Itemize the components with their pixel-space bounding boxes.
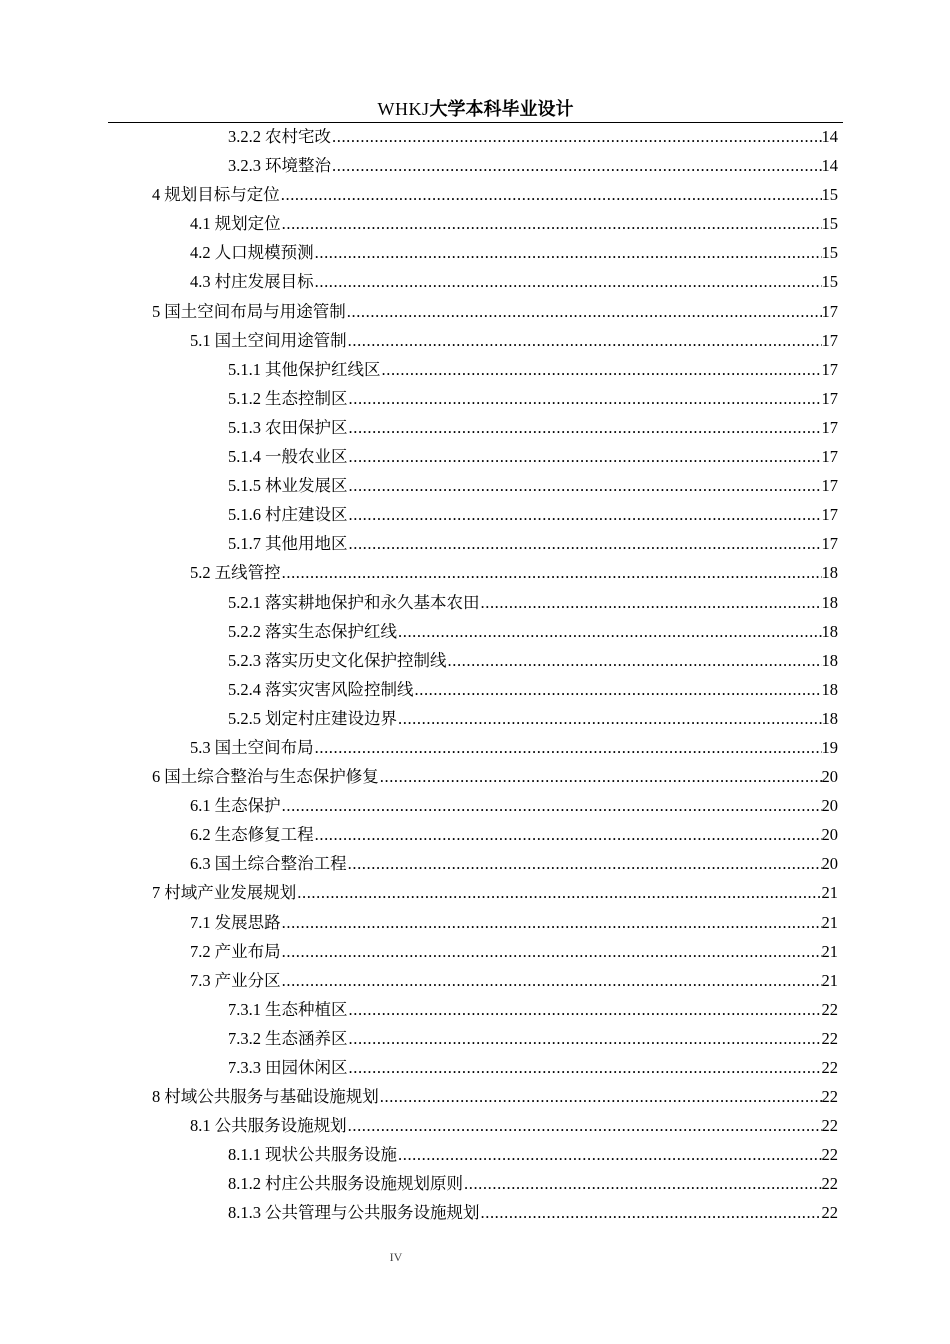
- toc-entry-page: 21: [821, 941, 838, 961]
- toc-entry-number: 5.1.1: [228, 359, 261, 379]
- toc-entry-text: 林业发展区: [265, 476, 348, 496]
- toc-entry-number: 4.1: [190, 214, 211, 234]
- toc-entry-number: 6.2: [190, 825, 211, 845]
- toc-leader-dots: [348, 529, 822, 558]
- toc-leader-dots: [447, 646, 822, 675]
- toc-entry-text: 五线管控: [214, 563, 281, 583]
- toc-entry-number: 7.3: [190, 970, 211, 990]
- toc-entry-text: 公共管理与公共服务设施规划: [265, 1203, 480, 1223]
- toc-entry-page: 21: [821, 883, 838, 903]
- toc-entry-number: 8.1.1: [228, 1145, 261, 1165]
- toc-entry-title: [190, 267, 314, 296]
- toc-entry-text: 国土空间布局与用途管制: [164, 301, 346, 321]
- toc-entry-text: 现状公共服务设施: [265, 1145, 397, 1165]
- toc-entry[interactable]: [108, 1198, 843, 1227]
- toc-entry[interactable]: [108, 1140, 843, 1169]
- toc-entry[interactable]: [108, 238, 843, 267]
- toc-entry-text: 其他用地区: [265, 534, 348, 554]
- toc-leader-dots: [348, 442, 822, 471]
- toc-entry-page: 22: [821, 999, 838, 1019]
- toc-entry-title: [190, 733, 314, 762]
- toc-entry-title: [228, 646, 447, 675]
- toc-entry-page: 17: [821, 388, 838, 408]
- toc-entry-title: [190, 791, 281, 820]
- page-number: IV: [389, 1250, 403, 1264]
- toc-entry-number: 5.1.6: [228, 505, 261, 525]
- header-title: 大学本科毕业设计: [429, 99, 574, 120]
- toc-entry-page: 18: [821, 708, 838, 728]
- toc-entry[interactable]: [108, 558, 843, 587]
- toc-entry-title: [228, 675, 414, 704]
- toc-leader-dots: [480, 1198, 822, 1227]
- toc-leader-dots: [480, 588, 822, 617]
- toc-entry-title: [228, 122, 331, 151]
- toc-entry-number: 5.3: [190, 737, 211, 757]
- toc-entry-page: 17: [821, 476, 838, 496]
- toc-entry-title: [190, 908, 281, 937]
- toc-entry[interactable]: [108, 384, 843, 413]
- toc-entry-number: 7.3.3: [228, 1058, 261, 1077]
- toc-entry-page: 18: [821, 563, 838, 583]
- toc-entry[interactable]: [108, 267, 843, 296]
- toc-entry-title: [190, 558, 281, 587]
- toc-entry-text: 发展思路: [214, 912, 281, 932]
- toc-leader-dots: [348, 413, 822, 442]
- toc-entry-number: 3.2.3: [228, 156, 261, 176]
- toc-entry-title: [228, 442, 348, 471]
- toc-entry-number: 5.1: [190, 330, 211, 350]
- toc-entry-text: 村域公共服务与基础设施规划: [164, 1087, 379, 1107]
- toc-entry-number: 6.1: [190, 796, 211, 816]
- toc-entry-number: 6.3: [190, 854, 211, 874]
- page-header: [108, 96, 843, 123]
- toc-entry[interactable]: [108, 878, 843, 907]
- toc-entry-number: 7.3.1: [228, 999, 261, 1019]
- toc-entry-number: 6: [152, 767, 161, 787]
- toc-entry-text: 落实生态保护红线: [265, 621, 397, 641]
- toc-entry-page: 14: [821, 156, 838, 176]
- toc-entry[interactable]: [108, 791, 843, 820]
- toc-entry-text: 落实耕地保护和永久基本农田: [265, 592, 480, 612]
- toc-entry-title: [228, 500, 348, 529]
- toc-entry-title: [228, 471, 348, 500]
- toc-entry-title: [152, 762, 379, 791]
- toc-leader-dots: [348, 995, 822, 1024]
- toc-entry-title: [228, 413, 348, 442]
- toc-entry-text: 规划目标与定位: [164, 185, 280, 205]
- toc-leader-dots: [314, 238, 822, 267]
- toc-entry-number: 5.2.5: [228, 708, 261, 728]
- toc-leader-dots: [397, 617, 822, 646]
- toc-entry-title: [152, 297, 346, 326]
- toc-leader-dots: [348, 500, 822, 529]
- toc-entry-title: [190, 209, 281, 238]
- toc-entry-text: 国土空间布局: [214, 737, 314, 757]
- toc-entry-number: 5.2.1: [228, 592, 261, 612]
- toc-entry[interactable]: [108, 471, 843, 500]
- toc-entry-text: 村庄公共服务设施规划原则: [265, 1174, 463, 1194]
- toc-leader-dots: [414, 675, 822, 704]
- toc-leader-dots: [379, 1082, 822, 1111]
- toc-entry[interactable]: [108, 1053, 843, 1082]
- toc-entry[interactable]: [108, 1024, 843, 1053]
- toc-entry-number: 4.2: [190, 243, 211, 263]
- toc-entry-number: 8.1.3: [228, 1203, 261, 1223]
- toc-leader-dots: [348, 384, 822, 413]
- toc-leader-dots: [463, 1169, 822, 1198]
- toc-entry-page: 18: [821, 679, 838, 699]
- toc-entry[interactable]: [108, 995, 843, 1024]
- toc-entry-text: 生态涵养区: [265, 1028, 348, 1048]
- toc-entry[interactable]: [108, 442, 843, 471]
- toc-entry-page: 21: [821, 912, 838, 932]
- toc-leader-dots: [281, 937, 822, 966]
- toc-entry-title: [190, 937, 281, 966]
- toc-entry[interactable]: [108, 151, 843, 180]
- toc-entry[interactable]: [108, 1111, 843, 1140]
- toc-entry-number: 5.1.3: [228, 417, 261, 437]
- toc-entry-text: 人口规模预测: [214, 243, 314, 263]
- toc-entry[interactable]: [108, 1169, 843, 1198]
- toc-entry[interactable]: [108, 122, 843, 151]
- toc-entry-number: 4.3: [190, 272, 211, 292]
- toc-entry[interactable]: [108, 966, 843, 995]
- toc-entry-text: 国土空间用途管制: [214, 330, 347, 350]
- toc-entry-title: [228, 151, 331, 180]
- toc-entry-page: 22: [821, 1116, 838, 1136]
- toc-leader-dots: [347, 1111, 822, 1140]
- toc-entry-text: 村庄发展目标: [214, 272, 314, 292]
- toc-entry-title: [228, 384, 348, 413]
- toc-leader-dots: [346, 297, 822, 326]
- toc-entry[interactable]: [108, 209, 843, 238]
- toc-entry-number: 4: [152, 185, 161, 205]
- toc-entry-text: 一般农业区: [265, 447, 348, 467]
- toc-entry-title: [228, 355, 381, 384]
- toc-entry-title: [190, 820, 314, 849]
- toc-entry-page: 14: [821, 127, 838, 146]
- toc-entry-page: 17: [821, 330, 838, 350]
- toc-entry-number: 5: [152, 301, 161, 321]
- toc-entry-text: 产业布局: [214, 941, 281, 961]
- toc-entry-page: 17: [821, 359, 838, 379]
- toc-leader-dots: [379, 762, 822, 791]
- toc-entry-number: 3.2.2: [228, 127, 261, 146]
- toc-entry[interactable]: [108, 413, 843, 442]
- toc-entry-text: 国土综合整治与生态保护修复: [164, 767, 379, 787]
- toc-entry-number: 8: [152, 1087, 161, 1107]
- toc-entry[interactable]: [108, 704, 843, 733]
- toc-entry-title: [190, 326, 347, 355]
- toc-entry-page: 18: [821, 650, 838, 670]
- toc-leader-dots: [348, 1024, 822, 1053]
- toc-entry[interactable]: [108, 908, 843, 937]
- toc-entry[interactable]: [108, 937, 843, 966]
- toc-entry-title: [190, 849, 347, 878]
- toc-entry-text: 其他保护红线区: [265, 359, 381, 379]
- toc-entry-number: 8.1: [190, 1116, 211, 1136]
- toc-entry-title: [228, 1140, 397, 1169]
- toc-entry[interactable]: [108, 529, 843, 558]
- toc-entry-page: 15: [821, 272, 838, 292]
- toc-entry[interactable]: [108, 733, 843, 762]
- toc-entry-title: [190, 238, 314, 267]
- toc-entry-text: 产业分区: [214, 970, 281, 990]
- header-code: WHKJ: [377, 99, 430, 119]
- toc-entry-number: 5.2.4: [228, 679, 261, 699]
- toc-entry-text: 落实灾害风险控制线: [265, 679, 414, 699]
- toc-entry-title: [152, 180, 280, 209]
- toc-entry-title: [152, 1082, 379, 1111]
- toc-entry-page: 20: [821, 854, 838, 874]
- toc-entry-page: 22: [821, 1174, 838, 1194]
- toc-entry[interactable]: [108, 297, 843, 326]
- toc-entry-page: 15: [821, 243, 838, 263]
- toc-leader-dots: [397, 704, 822, 733]
- toc-entry-number: 5.2: [190, 563, 211, 583]
- table-of-contents: [108, 122, 843, 1228]
- toc-entry[interactable]: [108, 355, 843, 384]
- toc-entry-page: 22: [821, 1058, 838, 1077]
- toc-entry-page: 20: [821, 796, 838, 816]
- toc-entry[interactable]: [108, 820, 843, 849]
- toc-entry-page: 17: [821, 447, 838, 467]
- toc-entry-title: [228, 529, 348, 558]
- toc-entry-page: 20: [821, 767, 838, 787]
- toc-entry[interactable]: [108, 617, 843, 646]
- toc-entry-number: 7: [152, 883, 161, 903]
- toc-entry-text: 村庄建设区: [265, 505, 348, 525]
- toc-entry-number: 7.2: [190, 941, 211, 961]
- toc-entry-page: 22: [821, 1087, 838, 1107]
- toc-entry[interactable]: [108, 588, 843, 617]
- toc-entry-number: 5.1.2: [228, 388, 261, 408]
- toc-leader-dots: [348, 1053, 822, 1082]
- toc-entry-page: 17: [821, 417, 838, 437]
- toc-entry-text: 生态种植区: [265, 999, 348, 1019]
- toc-entry-number: 7.1: [190, 912, 211, 932]
- toc-entry-title: [228, 588, 480, 617]
- toc-entry-text: 环境整治: [265, 156, 331, 176]
- toc-entry[interactable]: [108, 646, 843, 675]
- toc-leader-dots: [314, 733, 822, 762]
- toc-leader-dots: [296, 878, 821, 907]
- toc-entry[interactable]: [108, 180, 843, 209]
- toc-entry-text: 生态修复工程: [214, 825, 314, 845]
- toc-entry-title: [152, 878, 296, 907]
- toc-entry-page: 19: [821, 737, 838, 757]
- toc-entry-number: 5.1.4: [228, 447, 261, 467]
- toc-leader-dots: [381, 355, 822, 384]
- toc-entry-title: [228, 995, 348, 1024]
- toc-entry-number: 7.3.2: [228, 1028, 261, 1048]
- toc-entry-text: 田园休闲区: [265, 1058, 348, 1077]
- toc-entry-title: [228, 1024, 348, 1053]
- toc-leader-dots: [314, 820, 822, 849]
- toc-entry-title: [228, 1169, 463, 1198]
- toc-leader-dots: [281, 209, 822, 238]
- toc-leader-dots: [348, 471, 822, 500]
- toc-leader-dots: [397, 1140, 822, 1169]
- toc-entry-title: [228, 1053, 348, 1082]
- toc-entry[interactable]: [108, 326, 843, 355]
- toc-entry-text: 生态控制区: [265, 388, 348, 408]
- toc-entry-title: [228, 704, 397, 733]
- toc-entry-text: 划定村庄建设边界: [265, 708, 397, 728]
- toc-entry-number: 5.1.7: [228, 534, 261, 554]
- toc-leader-dots: [331, 151, 822, 180]
- toc-entry-text: 农田保护区: [265, 417, 348, 437]
- toc-leader-dots: [281, 558, 822, 587]
- toc-entry[interactable]: [108, 849, 843, 878]
- toc-leader-dots: [281, 791, 822, 820]
- toc-entry-page: 22: [821, 1028, 838, 1048]
- toc-entry-text: 公共服务设施规划: [214, 1116, 347, 1136]
- toc-entry-text: 规划定位: [214, 214, 281, 234]
- toc-entry-text: 生态保护: [214, 796, 281, 816]
- toc-entry-title: [228, 1198, 480, 1227]
- toc-entry[interactable]: [108, 1082, 843, 1111]
- toc-entry-number: 5.1.5: [228, 476, 261, 496]
- toc-entry-text: 落实历史文化保护控制线: [265, 650, 447, 670]
- toc-entry-page: 22: [821, 1203, 838, 1223]
- toc-entry-title: [190, 966, 281, 995]
- toc-entry-text: 村域产业发展规划: [164, 883, 297, 903]
- toc-leader-dots: [280, 180, 822, 209]
- toc-entry-title: [228, 617, 397, 646]
- toc-entry-number: 5.2.2: [228, 621, 261, 641]
- toc-entry-number: 8.1.2: [228, 1174, 261, 1194]
- toc-entry[interactable]: [108, 675, 843, 704]
- toc-entry-number: 5.2.3: [228, 650, 261, 670]
- toc-entry-page: 20: [821, 825, 838, 845]
- toc-leader-dots: [281, 966, 822, 995]
- toc-entry-page: 17: [821, 301, 838, 321]
- toc-leader-dots: [281, 908, 822, 937]
- toc-entry-page: 18: [821, 592, 838, 612]
- toc-entry-text: 国土综合整治工程: [214, 854, 347, 874]
- toc-entry-page: 18: [821, 621, 838, 641]
- toc-entry-text: 农村宅改: [265, 127, 331, 146]
- toc-leader-dots: [314, 267, 822, 296]
- toc-entry-page: 15: [821, 214, 838, 234]
- toc-entry[interactable]: [108, 500, 843, 529]
- toc-entry-page: 22: [821, 1145, 838, 1165]
- toc-entry-title: [190, 1111, 347, 1140]
- toc-leader-dots: [347, 849, 822, 878]
- toc-entry[interactable]: [108, 762, 843, 791]
- toc-leader-dots: [331, 122, 822, 151]
- toc-entry-page: 17: [821, 505, 838, 525]
- toc-entry-page: 15: [821, 185, 838, 205]
- toc-entry-page: 21: [821, 970, 838, 990]
- toc-entry-page: 17: [821, 534, 838, 554]
- toc-leader-dots: [347, 326, 822, 355]
